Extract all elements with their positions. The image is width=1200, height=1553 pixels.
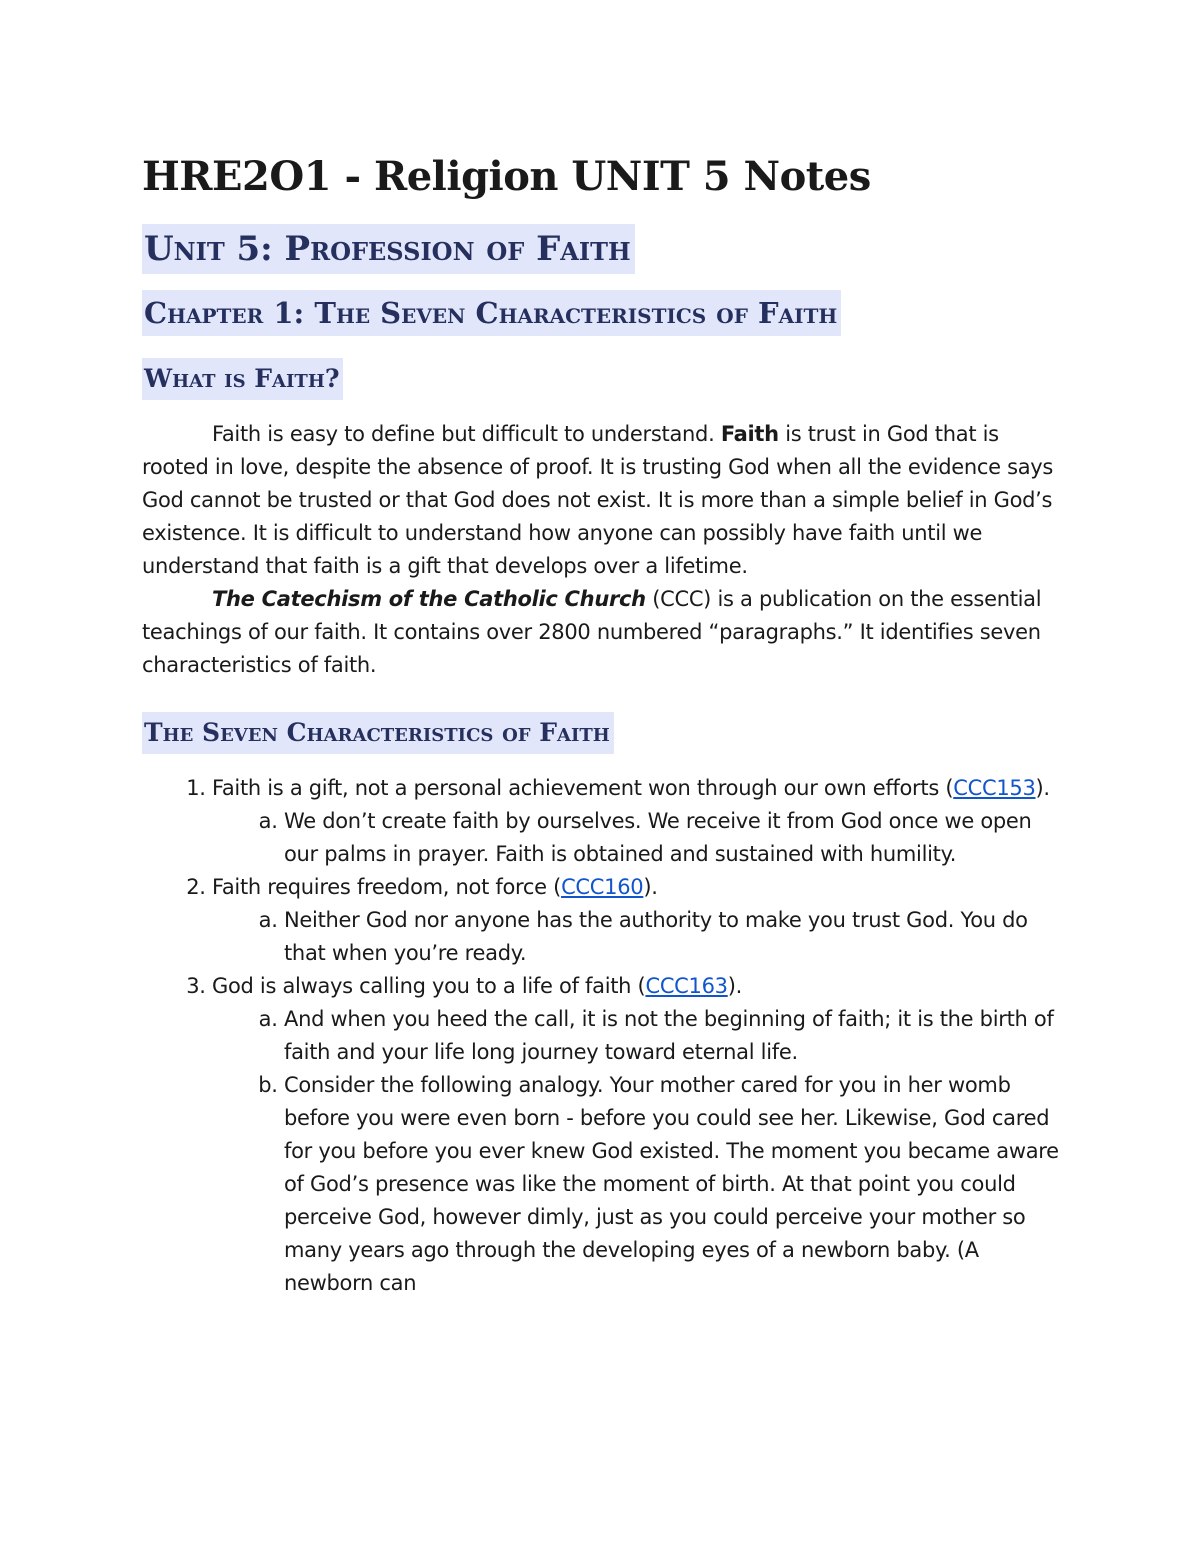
characteristics-list — [142, 772, 1062, 1300]
p1-bold-faith: Faith — [720, 422, 779, 446]
p1-rest: is trust in God that is rooted in love, despite the absence of proof. It is trusting God when all the evidence says God cannot be trusted or that God does not exist. It is more than a simple belief in God’s existence. It is difficult to understand how anyone can possibly have faith until we understand that faith is a gift that develops over a lifetime. — [142, 422, 1054, 578]
sub-list-item: b. Consider the following analogy. Your mother cared for you in her womb before you were even born - before you could see her. Likewise, God cared for you before you ever knew God existed. The moment you became aware of God’s presence was like the moment of birth. At that point you could perceive God, however dimly, just as you could perceive your mother so many years ago through the developing eyes of a newborn baby. (A newborn can — [284, 1069, 1062, 1300]
chapter-heading-text: Chapter 1: The Seven Characteristics of Faith — [142, 290, 841, 336]
sub-list-item: a. We don’t create faith by ourselves. We receive it from God once we open our palms in prayer. Faith is obtained and sustained with humility. — [284, 805, 1062, 871]
sub-list-item: a. Neither God nor anyone has the authority to make you trust God. You do that when you’re ready. — [284, 904, 1062, 970]
unit-heading-text: Unit 5: Profession of Faith — [142, 224, 635, 274]
faith-definition-paragraph — [142, 418, 1062, 583]
p2-rest: (CCC) is a publication on the essential teachings of our faith. It contains over 2800 numbered “paragraphs.” It identifies seven characteristics of faith. — [142, 587, 1042, 677]
list-item — [212, 871, 1062, 970]
item-text-end: ). — [1035, 776, 1050, 800]
what-is-faith-heading — [142, 358, 1062, 400]
unit-heading — [142, 224, 1062, 274]
seven-characteristics-heading — [142, 712, 1062, 754]
sub-list-item: a. And when you heed the call, it is not the beginning of faith; it is the birth of faith and your life long journey toward eternal life. — [284, 1003, 1062, 1069]
item-text: Faith requires freedom, not force ( — [212, 875, 562, 899]
sub-list — [212, 904, 1062, 970]
catechism-paragraph — [142, 583, 1062, 682]
list-item — [212, 970, 1062, 1300]
catechism-title: The Catechism of the Catholic Church — [212, 587, 646, 611]
ccc-link[interactable]: CCC160 — [561, 875, 644, 899]
what-is-faith-heading-text: What is Faith? — [142, 358, 343, 400]
ccc-link[interactable]: CCC153 — [953, 776, 1036, 800]
sub-list — [212, 1003, 1062, 1300]
item-text-end: ). — [727, 974, 743, 998]
chapter-heading — [142, 290, 1062, 336]
item-text-end: ). — [643, 875, 658, 899]
item-text: God is always calling you to a life of faith ( — [212, 974, 646, 998]
list-item — [212, 772, 1062, 871]
seven-characteristics-heading-text: The Seven Characteristics of Faith — [142, 712, 614, 754]
ccc-link[interactable]: CCC163 — [645, 974, 728, 998]
p1-intro: Faith is easy to define but difficult to understand. — [212, 422, 721, 446]
document-title: HRE2O1 - Religion UNIT 5 Notes — [142, 153, 871, 200]
sub-list — [212, 805, 1062, 871]
document-page — [142, 150, 1062, 1300]
item-text: Faith is a gift, not a personal achievement won through our own efforts ( — [212, 776, 954, 800]
